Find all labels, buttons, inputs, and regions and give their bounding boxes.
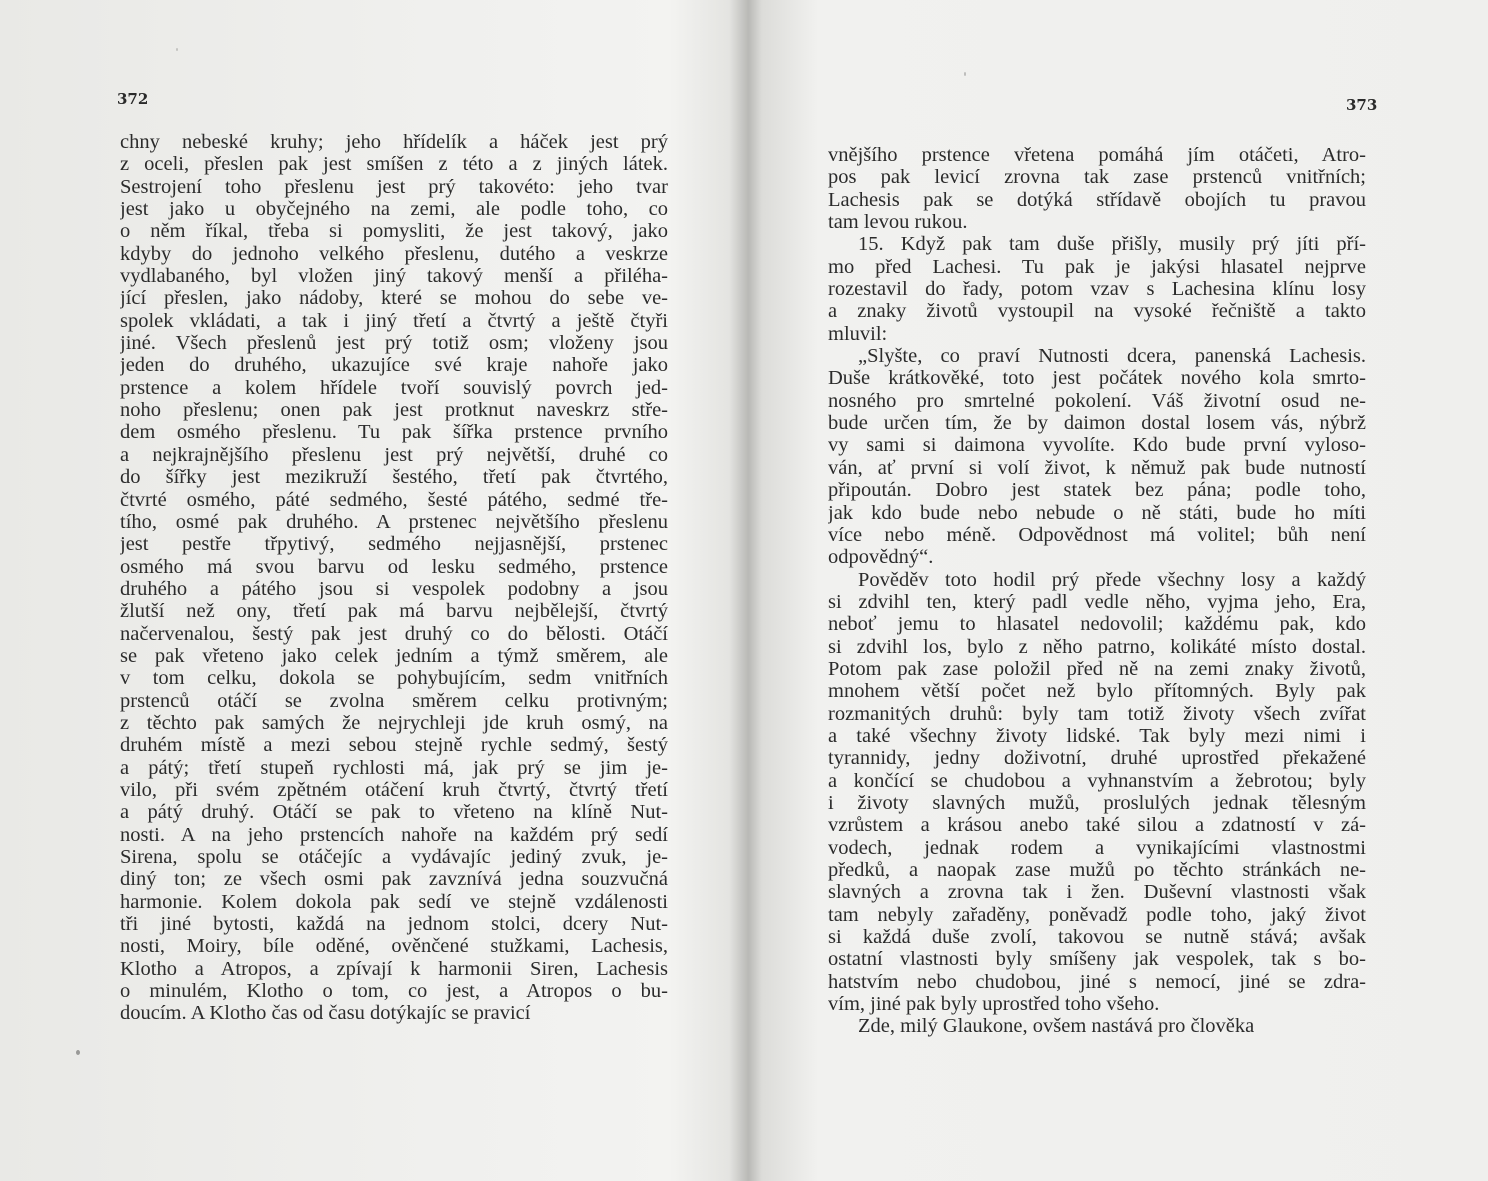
text-line: mnohem větší počet než bylo přítomných. Byly pak (828, 680, 1366, 703)
text-line: načervenalou, šestý pak jest druhý co do bělosti. Otáčí (120, 622, 668, 645)
right-page (748, 0, 1488, 1181)
text-line: Sestrojení toho přeslenu jest prý takovéto: jeho tvar (120, 175, 668, 198)
text-line: vy sami si daimona vyvolíte. Kdo bude první vyloso- (828, 434, 1366, 457)
text-line: harmonie. Kolem dokola pak sedí ve stejně vzdálenosti (120, 890, 668, 913)
text-line: bude určen tím, že by daimon dostal losem vás, nýbrž (828, 412, 1366, 435)
text-line: vzrůstem a krásou anebo také silou a zdatností v zá- (828, 814, 1366, 837)
text-line: mo před Lachesi. Tu pak je jakýsi hlasatel nejprve (828, 255, 1366, 278)
text-line: a končící se chudobou a vyhnanstvím a žebrotou; byly (828, 769, 1366, 792)
text-line: dem osmého přeslenu. Tu pak šířka prstence prvního (120, 421, 668, 444)
page-text (120, 131, 668, 1025)
text-line: Pověděv toto hodil prý přede všechny losy a každý (858, 568, 1366, 591)
text-line: si zdvihl los, bylo z něho patrno, kolikáté místo dostal. (828, 635, 1366, 658)
text-line: vilo, při svém zpětném otáčení kruh čtvrtý, čtvrtý třetí (120, 778, 668, 801)
text-line: se pak vřeteno jako celek jedním a týmž směrem, ale (120, 644, 668, 667)
text-line: nosti, Moiry, bíle oděné, ověnčené stužkami, Lachesis, (120, 935, 668, 958)
text-line: 15. Když pak tam duše přišly, musily prý jíti pří- (858, 233, 1366, 256)
text-line: a znaky životů vystoupil na vysoké řečniště a takto (828, 300, 1366, 323)
text-line: z těchto pak samých že nejrychleji jde kruh osmý, na (120, 711, 668, 734)
ink-speck (76, 1050, 80, 1055)
text-line: mluvil: (828, 322, 888, 345)
text-line: připoután. Dobro jest statek bez pána; podle toho, (828, 479, 1366, 502)
text-line: nosného pro smrtelné pokolení. Váš životní osud ne- (828, 389, 1366, 412)
text-line: rozmanitých druhů: byly tam totiž životy všech zvířat (828, 702, 1366, 725)
text-line: Sirena, spolu se otáčejíc a vydávajíc jediný zvuk, je- (120, 846, 668, 868)
text-line: tyrannidy, jedny doživotní, druhé uprostřed překažené (828, 747, 1366, 770)
text-line: slavných a zrovna tak i žen. Duševní vlastnosti však (828, 881, 1366, 904)
text-line: o minulém, Klotho o tom, co jest, a Atropos o bu- (120, 980, 668, 1003)
text-line: diný ton; ze všech osmi pak zavznívá jedna souzvučná (120, 868, 668, 891)
text-line: jak kdo bude nebo nebude o ně státi, bude ho míti (828, 501, 1366, 524)
text-line: tam levou rukou. (828, 211, 968, 234)
text-line: rozestavil do řady, potom vzav s Lachesina klínu losy (828, 278, 1366, 301)
text-line: doucím. A Klotho čas od času dotýkajíc se pravicí (120, 1002, 531, 1025)
text-line: „Slyšte, co praví Nutnosti dcera, panenská Lachesis. (858, 345, 1366, 368)
text-line: pos pak levicí zrovna tak zase prstenců vnitřních; (828, 166, 1366, 189)
text-line: z oceli, přeslen pak jest smíšen z této a z jiných látek. (120, 153, 668, 176)
text-line: hatstvím nebo chudobou, jiné s nemocí, jiné se zdra- (828, 970, 1366, 993)
text-line: si zdvihl ten, který padl vedle něho, vyjma jeho, Era, (828, 590, 1366, 613)
text-line: druhého a pátého jsou si vespolek podobny a jsou (120, 577, 668, 600)
text-line: prstence a kolem hřídele tvoří souvislý povrch jed- (120, 376, 668, 399)
text-line: a také všechny životy lidské. Tak byly mezi nimi i (828, 724, 1366, 747)
text-line: prstenců otáčí se zvolna směrem celku protivným; (120, 689, 668, 712)
text-line: kdyby do jednoho velkého přeslenu, dutého a veskrze (120, 242, 668, 265)
text-line: v tom celku, dokola se pohybujícím, sedm vnitřních (120, 667, 668, 690)
text-line: a nejkrajnějšího přeslenu jest prý největší, druhé co (120, 443, 668, 466)
text-line: více nebo méně. Odpovědnost má volitel; bůh není (828, 523, 1366, 546)
text-line: vím, jiné pak byly uprostřed toho všeho. (828, 993, 1160, 1016)
text-line: si každá duše zvolí, takovou se nutně stává; avšak (828, 926, 1366, 949)
text-line: Zde, milý Glaukone, ovšem nastává pro člověka (858, 1015, 1255, 1038)
page-number: 372 (117, 90, 149, 108)
text-line: jící přeslen, jako nádoby, které se mohou do sebe ve- (120, 287, 668, 310)
text-line: jest pestře třpytivý, sedmého nejjasnější, prstenec (120, 533, 668, 556)
text-line: odpovědný“. (828, 546, 934, 569)
text-line: Lachesis pak se dotýká střídavě obojích tu pravou (828, 188, 1366, 211)
text-line: tři jiné bytosti, každá na jednom stolci, dcery Nut- (120, 913, 668, 936)
text-line: Klotho a Atropos, a zpívají k harmonii Siren, Lachesis (120, 957, 668, 980)
ink-speck (176, 48, 178, 51)
text-line: osmého má svou barvu od lesku sedmého, prstence (120, 555, 668, 578)
text-line: tího, osmé pak druhého. A prstenec největšího přeslenu (120, 510, 668, 533)
ink-speck (964, 72, 966, 76)
text-line: nosti. A na jeho prstencích nahoře na každém prý sedí (120, 823, 668, 846)
text-line: ván, ať první si volí život, k němuž pak bude nutností (828, 456, 1366, 479)
text-line: předků, a naopak zase mužů po těchto stránkách ne- (828, 859, 1366, 881)
text-line: tam nebyly zařaděny, poněvadž podle toho, jaký život (828, 903, 1366, 926)
text-line: jeden do druhého, ukazujíce své kraje nahoře jako (120, 354, 668, 377)
text-line: spolek vkládati, a tak i jiný třetí a čtvrtý a ještě čtyři (120, 309, 668, 332)
text-line: druhém místě a mezi sebou stejně rychle sedmý, šestý (120, 734, 668, 757)
text-line: jest jako u obyčejného na zemi, ale podle toho, co (120, 198, 668, 221)
text-line: vodech, jednak rodem a vynikajícími vlastnostmi (828, 836, 1366, 859)
text-line: Duše krátkověké, toto jest počátek nového kola smrto- (828, 367, 1366, 390)
text-line: jiné. Všech přeslenů jest prý totiž osm; vloženy jsou (120, 332, 668, 355)
text-line: a pátý; třetí stupeň rychlosti má, jak prý se jim je- (120, 756, 668, 779)
text-line: Potom pak zase položil před ně na zemi znaky životů, (828, 657, 1366, 680)
page-number: 373 (1346, 96, 1378, 114)
text-line: žlutší než ony, třetí pak má barvu nejbělejší, čtvrtý (120, 600, 668, 623)
text-line: do šířky jest mezikruží šestého, třetí pak čtvrtého, (120, 466, 668, 489)
text-line: čtvrté osmého, páté sedmého, šesté pátého, sedmé tře- (120, 488, 668, 511)
text-line: vydlabaného, byl vložen jiný takový menší a přiléha- (120, 265, 668, 288)
page-text (828, 144, 1366, 1038)
text-line: a pátý druhý. Otáčí se pak to vřeteno na klíně Nut- (120, 801, 668, 824)
text-line: neboť jemu to hlasatel nedovolil; každému pak, kdo (828, 613, 1366, 636)
text-line: vnějšího prstence vřetena pomáhá jím otáčeti, Atro- (828, 144, 1366, 166)
text-line: i životy slavných mužů, proslulých jednak tělesným (828, 791, 1366, 814)
text-line: chny nebeské kruhy; jeho hřídelík a háček jest prý (120, 131, 668, 153)
text-line: o něm říkal, třeba si pomysliti, že jest takový, jako (120, 220, 668, 243)
text-line: noho přeslenu; onen pak jest protknut naveskrz stře- (120, 399, 668, 422)
text-line: ostatní vlastnosti byly smíšeny jak vespolek, tak s bo- (828, 948, 1366, 971)
